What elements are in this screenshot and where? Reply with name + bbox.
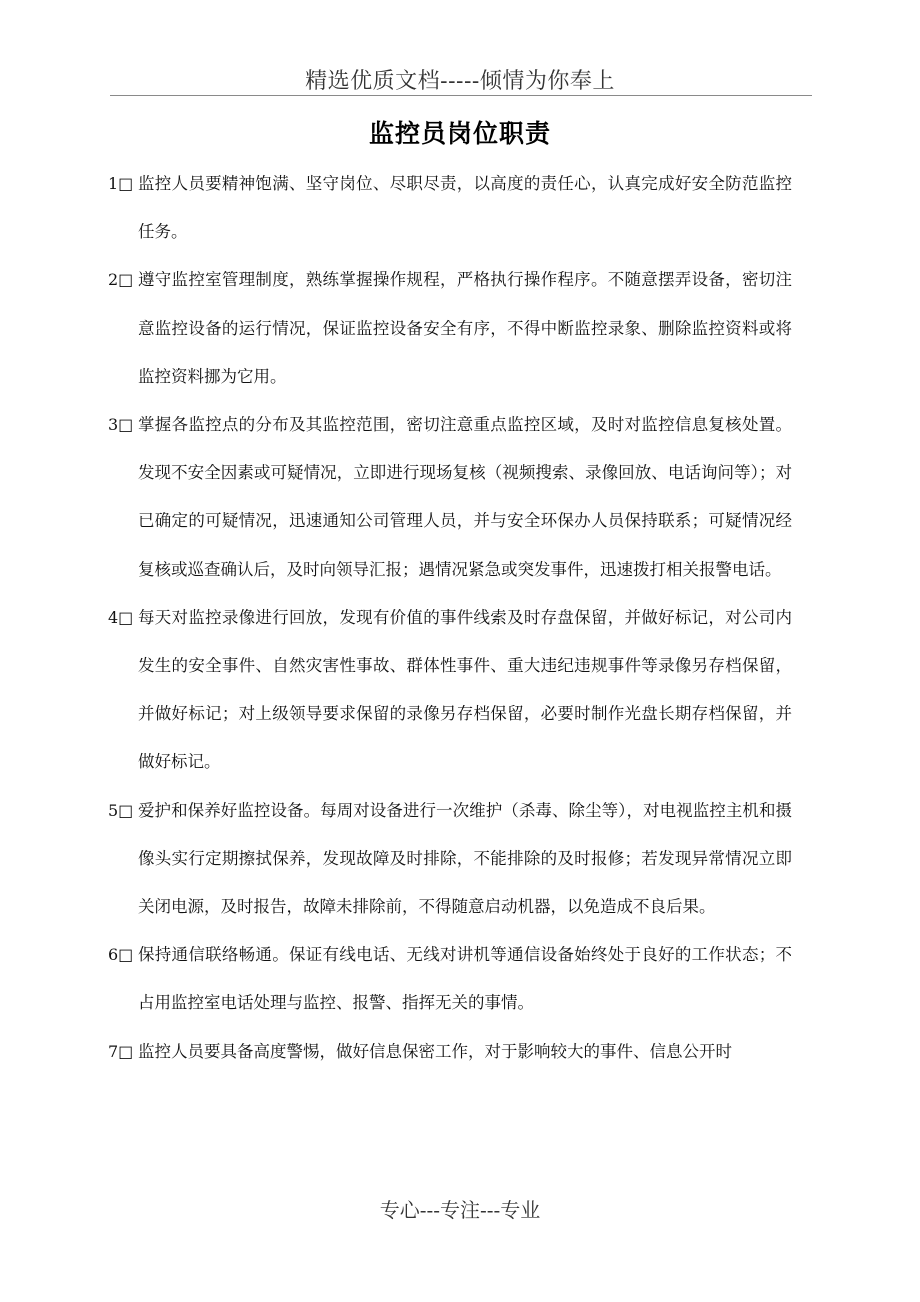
item-text: 掌握各监控点的分布及其监控范围，密切注意重点监控区域，及时对监控信息复核处置。发现不安全因素或可疑情况，立即进行现场复核（视频搜索、录像回放、电话询问等）；对已确定的可疑情况，迅速通知公司管理人员，并与安全环保办人员保持联系；可疑情况经复核或巡查确认后，及时向领导汇报；遇情况紧急或突发事件，迅速拨打相关报警电话。	[138, 415, 792, 579]
duty-item	[0, 401, 792, 594]
item-number: 7□	[108, 1041, 134, 1061]
page-header: 精选优质文档-----倾情为你奉上	[305, 69, 615, 94]
duty-item	[0, 594, 792, 787]
item-text: 爱护和保养好监控设备。每周对设备进行一次维护（杀毒、除尘等），对电视监控主机和摄像头实行定期擦拭保养，发现故障及时排除，不能排除的及时报修；若发现异常情况立即关闭电源，及时报告，故障未排除前，不得随意启动机器，以免造成不良后果。	[138, 800, 792, 917]
item-text: 每天对监控录像进行回放，发现有价值的事件线索及时存盘保留，并做好标记，对公司内发生的安全事件、自然灾害性事故、群体性事件、重大违纪违规事件等录像另存档保留，并做好标记；对上级领导要求保留的录像另存档保留，必要时制作光盘长期存档保留，并做好标记。	[138, 607, 792, 772]
item-number: 3□	[108, 415, 134, 435]
item-number: 2□	[108, 270, 134, 290]
duty-item	[0, 160, 792, 256]
document-title: 监控员岗位职责	[368, 119, 551, 148]
item-text: 监控人员要具备高度警惕，做好信息保密工作，对于影响较大的事件、信息公开时	[138, 1041, 732, 1061]
duty-item	[0, 787, 792, 932]
item-text: 监控人员要精神饱满、坚守岗位、尽职尽责，以高度的责任心，认真完成好安全防范监控任务。	[138, 174, 792, 242]
duty-item	[0, 1028, 792, 1076]
header-divider	[110, 95, 812, 96]
item-number: 1□	[108, 174, 134, 193]
page-footer: 专心---专注---专业	[379, 1198, 541, 1222]
item-text: 遵守监控室管理制度，熟练掌握操作规程，严格执行操作程序。不随意摆弄设备，密切注意监控设备的运行情况，保证监控设备安全有序，不得中断监控录象、删除监控资料或将监控资料挪为它用。	[138, 270, 792, 386]
duty-item	[0, 931, 792, 1027]
item-number: 5□	[108, 800, 134, 820]
duty-list	[0, 160, 920, 1076]
item-text: 保持通信联络畅通。保证有线电话、无线对讲机等通信设备始终处于良好的工作状态；不占用监控室电话处理与监控、报警、指挥无关的事情。	[138, 945, 792, 1013]
item-number: 4□	[108, 607, 134, 627]
item-number: 6□	[108, 945, 134, 965]
duty-item	[0, 256, 792, 401]
